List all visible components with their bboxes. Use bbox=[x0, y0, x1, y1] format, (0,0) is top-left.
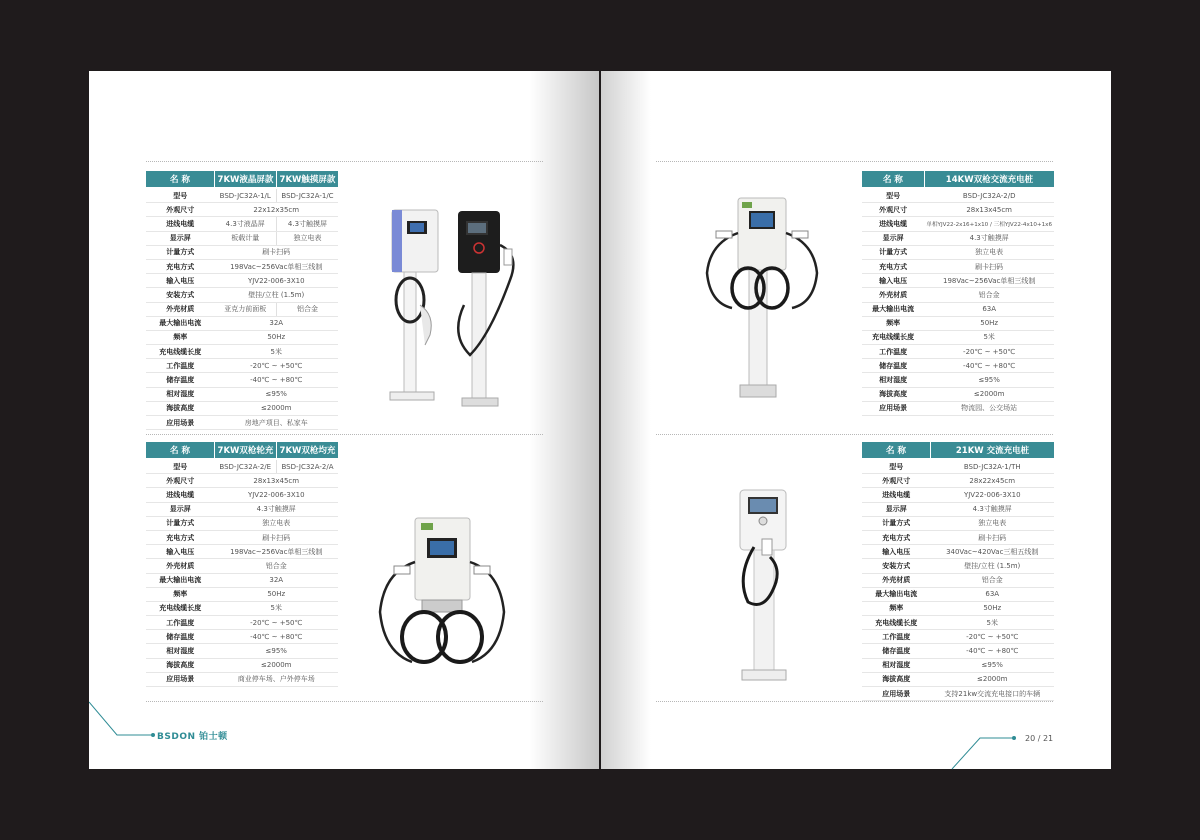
table-row bbox=[146, 616, 338, 630]
spec-value: ≤95% bbox=[215, 644, 339, 658]
spec-value: YJV22-006-3X10 bbox=[215, 274, 339, 288]
spec-value: 独立电表 bbox=[924, 245, 1054, 259]
spec-label: 外壳材质 bbox=[862, 288, 924, 302]
spec-value: -40℃ ~ +80℃ bbox=[215, 630, 339, 644]
spec-value: ≤2000m bbox=[924, 387, 1054, 401]
spec-value: 铝合金 bbox=[277, 302, 339, 316]
spec-label: 最大输出电流 bbox=[862, 587, 931, 601]
table-row bbox=[862, 658, 1054, 672]
spec-value: BSD-JC32A-1/L bbox=[215, 188, 277, 203]
spec-label: 频率 bbox=[862, 601, 931, 615]
spec-label: 工作温度 bbox=[862, 630, 931, 644]
table-row bbox=[146, 302, 338, 316]
spec-value: 壁挂/立柱 (1.5m) bbox=[931, 559, 1055, 573]
table-row bbox=[862, 672, 1054, 686]
spec-label: 显示屏 bbox=[862, 231, 924, 245]
spec-value: -40℃ ~ +80℃ bbox=[215, 373, 339, 387]
table-row bbox=[862, 373, 1054, 387]
table-row bbox=[862, 359, 1054, 373]
spec-label: 外壳材质 bbox=[862, 573, 931, 587]
table-row bbox=[146, 630, 338, 644]
spec-label: 型号 bbox=[862, 188, 924, 203]
table-row bbox=[862, 516, 1054, 530]
table-row bbox=[862, 601, 1054, 615]
spec-value: ≤95% bbox=[931, 658, 1055, 672]
spec-value: 4.3寸触摸屏 bbox=[931, 502, 1055, 516]
spec-value: BSD-JC32A-2/D bbox=[924, 188, 1054, 203]
spec-label: 进线电缆 bbox=[146, 217, 215, 231]
table-row bbox=[862, 587, 1054, 601]
separator bbox=[656, 161, 1053, 162]
table-row bbox=[146, 203, 338, 217]
spec-label: 充电方式 bbox=[862, 259, 924, 273]
spec-label: 相对湿度 bbox=[862, 658, 931, 672]
spec-value: 铝合金 bbox=[215, 559, 339, 573]
spec-label: 充电线缆长度 bbox=[146, 601, 215, 615]
spec-value: -40℃ ~ +80℃ bbox=[931, 644, 1055, 658]
spec-value: 63A bbox=[931, 587, 1055, 601]
header-name-cell: 名 称 bbox=[146, 171, 215, 188]
spec-value: 4.3寸液晶屏 bbox=[215, 217, 277, 231]
table-row bbox=[146, 644, 338, 658]
spec-value: 5米 bbox=[215, 345, 339, 359]
table-row bbox=[146, 330, 338, 344]
spec-value: BSD-JC32A-1/C bbox=[277, 188, 339, 203]
spec-value: 独立电表 bbox=[277, 231, 339, 245]
table-row bbox=[146, 217, 338, 231]
spec-label: 安装方式 bbox=[862, 559, 931, 573]
spec-label: 充电方式 bbox=[146, 530, 215, 544]
table-row bbox=[862, 231, 1054, 245]
table-row bbox=[862, 316, 1054, 330]
spec-value: 198Vac~256Vac单相三线制 bbox=[924, 274, 1054, 288]
table-row bbox=[862, 545, 1054, 559]
spec-value: 50Hz bbox=[215, 587, 339, 601]
spec-label: 频率 bbox=[862, 316, 924, 330]
spec-value: 独立电表 bbox=[215, 516, 339, 530]
footer-brand: BSDON 铂士顿 bbox=[157, 732, 228, 742]
spec-label: 相对湿度 bbox=[146, 387, 215, 401]
header-name-cell: 名 称 bbox=[862, 442, 931, 459]
spec-value: 房地产项目、私家车 bbox=[215, 416, 339, 430]
spec-value: ≤2000m bbox=[215, 658, 339, 672]
spec-label: 外观尺寸 bbox=[146, 474, 215, 488]
table-row bbox=[146, 245, 338, 259]
table-row bbox=[146, 474, 338, 488]
spec-label: 频率 bbox=[146, 587, 215, 601]
spec-value: 4.3寸触摸屏 bbox=[215, 502, 339, 516]
table-row bbox=[862, 217, 1054, 231]
table-row bbox=[146, 274, 338, 288]
header-model-cell: 7KW双枪均充 bbox=[277, 442, 339, 459]
table-header-row bbox=[146, 442, 338, 459]
spec-label: 应用场景 bbox=[146, 672, 215, 686]
separator bbox=[146, 161, 543, 162]
spec-value: BSD-JC32A-1/TH bbox=[931, 459, 1055, 474]
spec-label: 海拔高度 bbox=[862, 387, 924, 401]
table-row bbox=[146, 573, 338, 587]
table-row bbox=[862, 644, 1054, 658]
table-row bbox=[862, 459, 1054, 474]
spec-value: 5米 bbox=[215, 601, 339, 615]
table-row bbox=[146, 502, 338, 516]
spec-label: 进线电缆 bbox=[862, 217, 924, 231]
spec-value: 铝合金 bbox=[924, 288, 1054, 302]
table-row bbox=[862, 474, 1054, 488]
header-name-cell: 名 称 bbox=[862, 171, 924, 188]
spec-label: 海拔高度 bbox=[146, 401, 215, 415]
spec-label: 输入电压 bbox=[146, 545, 215, 559]
table-row bbox=[146, 416, 338, 430]
spec-value: YJV22-006-3X10 bbox=[931, 488, 1055, 502]
spec-value: 32A bbox=[215, 316, 339, 330]
table-row bbox=[862, 687, 1054, 701]
table-row bbox=[862, 274, 1054, 288]
spec-label: 工作温度 bbox=[146, 359, 215, 373]
spec-label: 储存温度 bbox=[862, 644, 931, 658]
spec-label: 应用场景 bbox=[146, 416, 215, 430]
spec-value: 50Hz bbox=[215, 330, 339, 344]
spec-value: 物流园、公交场站 bbox=[924, 401, 1054, 415]
spec-label: 进线电缆 bbox=[146, 488, 215, 502]
spec-value: 22x12x35cm bbox=[215, 203, 339, 217]
table-row bbox=[146, 316, 338, 330]
table-row bbox=[146, 259, 338, 273]
spec-label: 显示屏 bbox=[146, 502, 215, 516]
spec-value: YJV22-006-3X10 bbox=[215, 488, 339, 502]
table-row bbox=[146, 545, 338, 559]
spec-table-14kw bbox=[862, 171, 1054, 416]
spec-label: 充电方式 bbox=[146, 259, 215, 273]
table-row bbox=[146, 516, 338, 530]
21kw-pole-charger-image bbox=[736, 487, 796, 697]
table-row bbox=[146, 188, 338, 203]
spec-label: 应用场景 bbox=[862, 687, 931, 701]
spec-value: 4.3寸触摸屏 bbox=[924, 231, 1054, 245]
spec-value: ≤2000m bbox=[931, 672, 1055, 686]
header-model-cell: 7KW触摸屏款 bbox=[277, 171, 339, 188]
spec-label: 计量方式 bbox=[146, 245, 215, 259]
table-row bbox=[146, 359, 338, 373]
table-header-row bbox=[146, 171, 338, 188]
table-row bbox=[862, 203, 1054, 217]
spec-label: 充电线缆长度 bbox=[146, 345, 215, 359]
spec-label: 型号 bbox=[862, 459, 931, 474]
spec-value: 50Hz bbox=[924, 316, 1054, 330]
table-row bbox=[862, 259, 1054, 273]
spec-label: 输入电压 bbox=[862, 274, 924, 288]
table-row bbox=[146, 387, 338, 401]
spec-label: 计量方式 bbox=[862, 516, 931, 530]
spec-value: 刷卡扫码 bbox=[931, 530, 1055, 544]
table-row bbox=[862, 502, 1054, 516]
table-row bbox=[146, 658, 338, 672]
spec-label: 输入电压 bbox=[862, 545, 931, 559]
spec-label: 型号 bbox=[146, 188, 215, 203]
spec-value: 340Vac~420Vac三相五线制 bbox=[931, 545, 1055, 559]
dual-gun-charger-image bbox=[372, 512, 512, 672]
spec-value: 32A bbox=[215, 573, 339, 587]
spec-label: 储存温度 bbox=[862, 359, 924, 373]
spec-label: 外观尺寸 bbox=[862, 203, 924, 217]
spec-value: 4.3寸触摸屏 bbox=[277, 217, 339, 231]
table-row bbox=[146, 601, 338, 615]
spec-value: BSD-JC32A-2/E bbox=[215, 459, 277, 474]
table-row bbox=[862, 630, 1054, 644]
table-row bbox=[862, 245, 1054, 259]
spec-value: ≤95% bbox=[215, 387, 339, 401]
table-row bbox=[146, 530, 338, 544]
spec-value: -20℃ ~ +50℃ bbox=[215, 359, 339, 373]
table-row bbox=[146, 672, 338, 686]
spec-label: 外壳材质 bbox=[146, 302, 215, 316]
table-row bbox=[146, 559, 338, 573]
spec-label: 储存温度 bbox=[146, 373, 215, 387]
header-model-cell: 14KW双枪交流充电桩 bbox=[924, 171, 1054, 188]
table-row bbox=[146, 373, 338, 387]
table-row bbox=[146, 488, 338, 502]
spec-value: 5米 bbox=[924, 330, 1054, 344]
spec-value: 198Vac~256Vac单相三线制 bbox=[215, 545, 339, 559]
spec-label: 频率 bbox=[146, 330, 215, 344]
spec-label: 工作温度 bbox=[862, 345, 924, 359]
spec-label: 型号 bbox=[146, 459, 215, 474]
spec-label: 最大输出电流 bbox=[862, 302, 924, 316]
spec-value: 独立电表 bbox=[931, 516, 1055, 530]
spec-value: 63A bbox=[924, 302, 1054, 316]
header-model-cell: 7KW液晶屏款 bbox=[215, 171, 277, 188]
spec-value: 50Hz bbox=[931, 601, 1055, 615]
spec-label: 计量方式 bbox=[146, 516, 215, 530]
spec-label: 显示屏 bbox=[146, 231, 215, 245]
spec-label: 应用场景 bbox=[862, 401, 924, 415]
spec-value: 亚克力前面板 bbox=[215, 302, 277, 316]
header-model-cell: 21KW 交流充电桩 bbox=[931, 442, 1055, 459]
spec-value: 壁挂/立柱 (1.5m) bbox=[215, 288, 339, 302]
table-row bbox=[862, 616, 1054, 630]
spec-table-7kw-single bbox=[146, 171, 338, 430]
spec-value: -40℃ ~ +80℃ bbox=[924, 359, 1054, 373]
spec-label: 储存温度 bbox=[146, 630, 215, 644]
table-row bbox=[862, 302, 1054, 316]
table-row bbox=[862, 330, 1054, 344]
page-numbers: 20 / 21 bbox=[1025, 734, 1054, 743]
table-row bbox=[862, 559, 1054, 573]
table-row bbox=[862, 530, 1054, 544]
spec-label: 最大输出电流 bbox=[146, 316, 215, 330]
separator bbox=[146, 434, 543, 435]
spec-value: BSD-JC32A-2/A bbox=[277, 459, 339, 474]
spec-value: 28x13x45cm bbox=[215, 474, 339, 488]
table-header-row bbox=[862, 442, 1054, 459]
table-row bbox=[862, 288, 1054, 302]
table-row bbox=[146, 587, 338, 601]
spec-label: 海拔高度 bbox=[862, 672, 931, 686]
spec-table-7kw-dual bbox=[146, 442, 338, 687]
spec-label: 海拔高度 bbox=[146, 658, 215, 672]
spec-label: 相对湿度 bbox=[862, 373, 924, 387]
spec-label: 安装方式 bbox=[146, 288, 215, 302]
spec-label: 显示屏 bbox=[862, 502, 931, 516]
spec-value: 刷卡扫码 bbox=[215, 245, 339, 259]
spec-label: 外观尺寸 bbox=[146, 203, 215, 217]
table-row bbox=[146, 288, 338, 302]
spec-value: 铝合金 bbox=[931, 573, 1055, 587]
table-row bbox=[862, 387, 1054, 401]
table-row bbox=[862, 401, 1054, 415]
separator bbox=[146, 701, 543, 702]
table-row bbox=[146, 345, 338, 359]
separator bbox=[656, 434, 1053, 435]
table-row bbox=[862, 488, 1054, 502]
spec-value: 刷卡扫码 bbox=[924, 259, 1054, 273]
spec-value: -20℃ ~ +50℃ bbox=[931, 630, 1055, 644]
spec-label: 工作温度 bbox=[146, 616, 215, 630]
spec-value: 支持21kw交流充电接口的车辆 bbox=[931, 687, 1055, 701]
header-name-cell: 名 称 bbox=[146, 442, 215, 459]
spec-label: 外观尺寸 bbox=[862, 474, 931, 488]
spec-value: 28x13x45cm bbox=[924, 203, 1054, 217]
spec-value: 28x22x45cm bbox=[931, 474, 1055, 488]
footer-right-line bbox=[950, 732, 1020, 770]
spec-value: 商业停车场、户外停车场 bbox=[215, 672, 339, 686]
spec-label: 输入电压 bbox=[146, 274, 215, 288]
spec-label: 充电线缆长度 bbox=[862, 616, 931, 630]
table-row bbox=[862, 345, 1054, 359]
dual-gun-pole-charger-image bbox=[702, 193, 822, 408]
spec-label: 计量方式 bbox=[862, 245, 924, 259]
spec-label: 外壳材质 bbox=[146, 559, 215, 573]
spec-value: 板载计量 bbox=[215, 231, 277, 245]
table-row bbox=[146, 401, 338, 415]
spec-label: 最大输出电流 bbox=[146, 573, 215, 587]
table-row bbox=[146, 231, 338, 245]
table-header-row bbox=[862, 171, 1054, 188]
spec-label: 相对湿度 bbox=[146, 644, 215, 658]
table-row bbox=[862, 188, 1054, 203]
spec-label: 充电方式 bbox=[862, 530, 931, 544]
spec-value: ≤2000m bbox=[215, 401, 339, 415]
spec-value: -20℃ ~ +50℃ bbox=[924, 345, 1054, 359]
ev-charger-pole-pair-image bbox=[380, 205, 520, 420]
header-model-cell: 7KW双枪轮充 bbox=[215, 442, 277, 459]
spec-value: 5米 bbox=[931, 616, 1055, 630]
spec-value: ≤95% bbox=[924, 373, 1054, 387]
spec-label: 充电线缆长度 bbox=[862, 330, 924, 344]
spec-label: 进线电缆 bbox=[862, 488, 931, 502]
spec-value: 198Vac~256Vac单相三线制 bbox=[215, 259, 339, 273]
table-row bbox=[862, 573, 1054, 587]
spec-value: 刷卡扫码 bbox=[215, 530, 339, 544]
table-row bbox=[146, 459, 338, 474]
spec-value: -20℃ ~ +50℃ bbox=[215, 616, 339, 630]
spec-table-21kw bbox=[862, 442, 1054, 701]
spec-value: 单相YJV22-2x16+1x10 / 三相YJV22-4x10+1x6 bbox=[924, 217, 1054, 231]
